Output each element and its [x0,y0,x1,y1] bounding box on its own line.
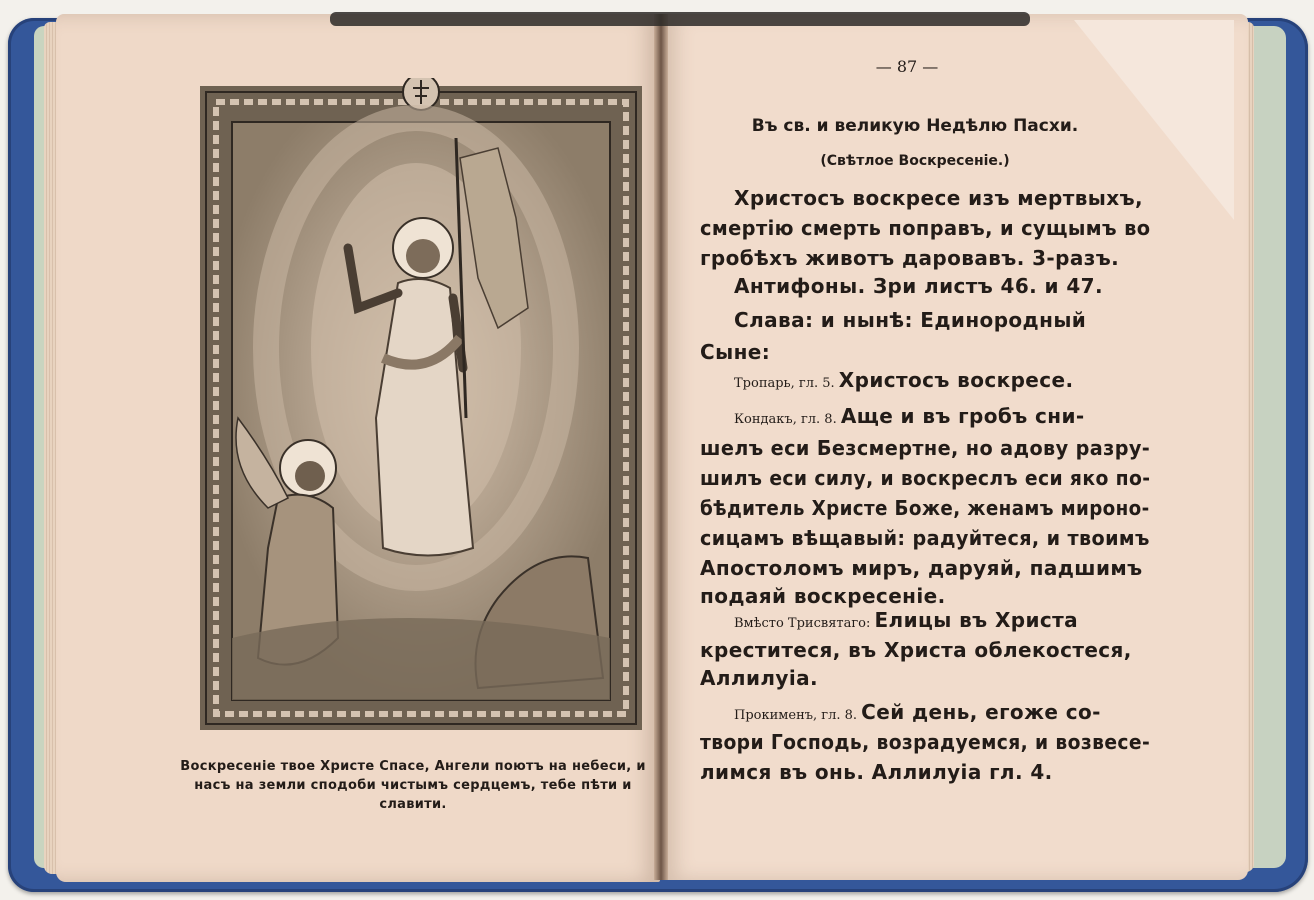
text-line [700,246,1119,270]
line-text: Апостоломъ миръ, даруяй, падшимъ [700,556,1143,580]
line-text: сицамъ вѣщавый: радуйтеся, и твоимъ [700,526,1150,550]
text-line [734,700,1101,724]
text-line [700,584,946,608]
text-line [700,638,1132,662]
rubric-label: Кондакъ, гл. 8. [734,412,841,427]
page-heading: Въ св. и великую Недѣлю Пасхи. [751,116,1079,136]
line-text: Антифоны. Зри листъ 46. и 47. [734,274,1103,298]
text-line [700,730,1150,754]
book-gutter [654,14,668,880]
text-line [700,466,1150,490]
text-line [734,404,1085,428]
rubric-label: Прокименъ, гл. 8. [734,708,862,723]
line-text: подаяй воскресеніе. [700,584,946,608]
text-line [700,340,770,364]
line-text: креститеся, въ Христа облекостеся, [700,638,1132,662]
line-text: Елицы въ Христа [874,608,1079,632]
rubric-label: Тропарь, гл. 5. [734,376,839,391]
line-text: Слава: и нынѣ: Единородный [734,308,1087,332]
text-line [700,216,1151,240]
text-line [700,496,1150,520]
line-text: Аще и въ гробъ сни- [840,404,1085,428]
line-text: смертію смерть поправъ, и сущымъ во [700,216,1151,240]
text-line [700,526,1150,550]
line-text: Христосъ воскресе изъ мертвыхъ, [734,186,1143,210]
resurrection-engraving [198,78,644,732]
text-line [700,760,1053,784]
caption-line: славити. [379,797,447,812]
line-text: гробѣхъ животъ даровавъ. 3-разъ. [700,246,1120,270]
illustration-caption [176,757,650,814]
line-text: бѣдитель Христе Боже, женамъ мироно- [700,496,1150,520]
line-text: Аллилуіа. [700,666,819,690]
page-number: — 87 — [875,57,939,76]
line-text: Сей день, егоже со- [861,700,1101,724]
text-line [700,666,818,690]
text-line [734,608,1078,632]
text-line [700,436,1150,460]
caption-line: Воскресеніе твое Христе Спасе, Ангели поютъ на небеси, и [180,759,646,774]
caption-line: насъ на земли сподоби чистымъ сердцемъ, тебе пѣти и [194,778,632,793]
rubric-label: Вмѣсто Трисвятаго: [734,616,875,631]
line-text: Христосъ воскресе. [838,368,1074,392]
line-text: твори Господь, возрадуемся, и возвесе- [700,730,1151,754]
text-line [734,274,1103,298]
line-text: Сыне: [700,340,771,364]
spine-shadow [330,12,1030,26]
text-line [734,308,1086,332]
page-subheading: (Свѣтлое Воскресеніе.) [820,153,1010,169]
line-text: лимся въ онь. Аллилуіа гл. 4. [700,760,1053,784]
line-text: шелъ еси Безсмертне, но адову разру- [700,436,1151,460]
text-line [734,368,1074,392]
text-line [700,556,1143,580]
text-line [734,186,1143,210]
line-text: шилъ еси силу, и воскреслъ еси яко по- [700,466,1151,490]
